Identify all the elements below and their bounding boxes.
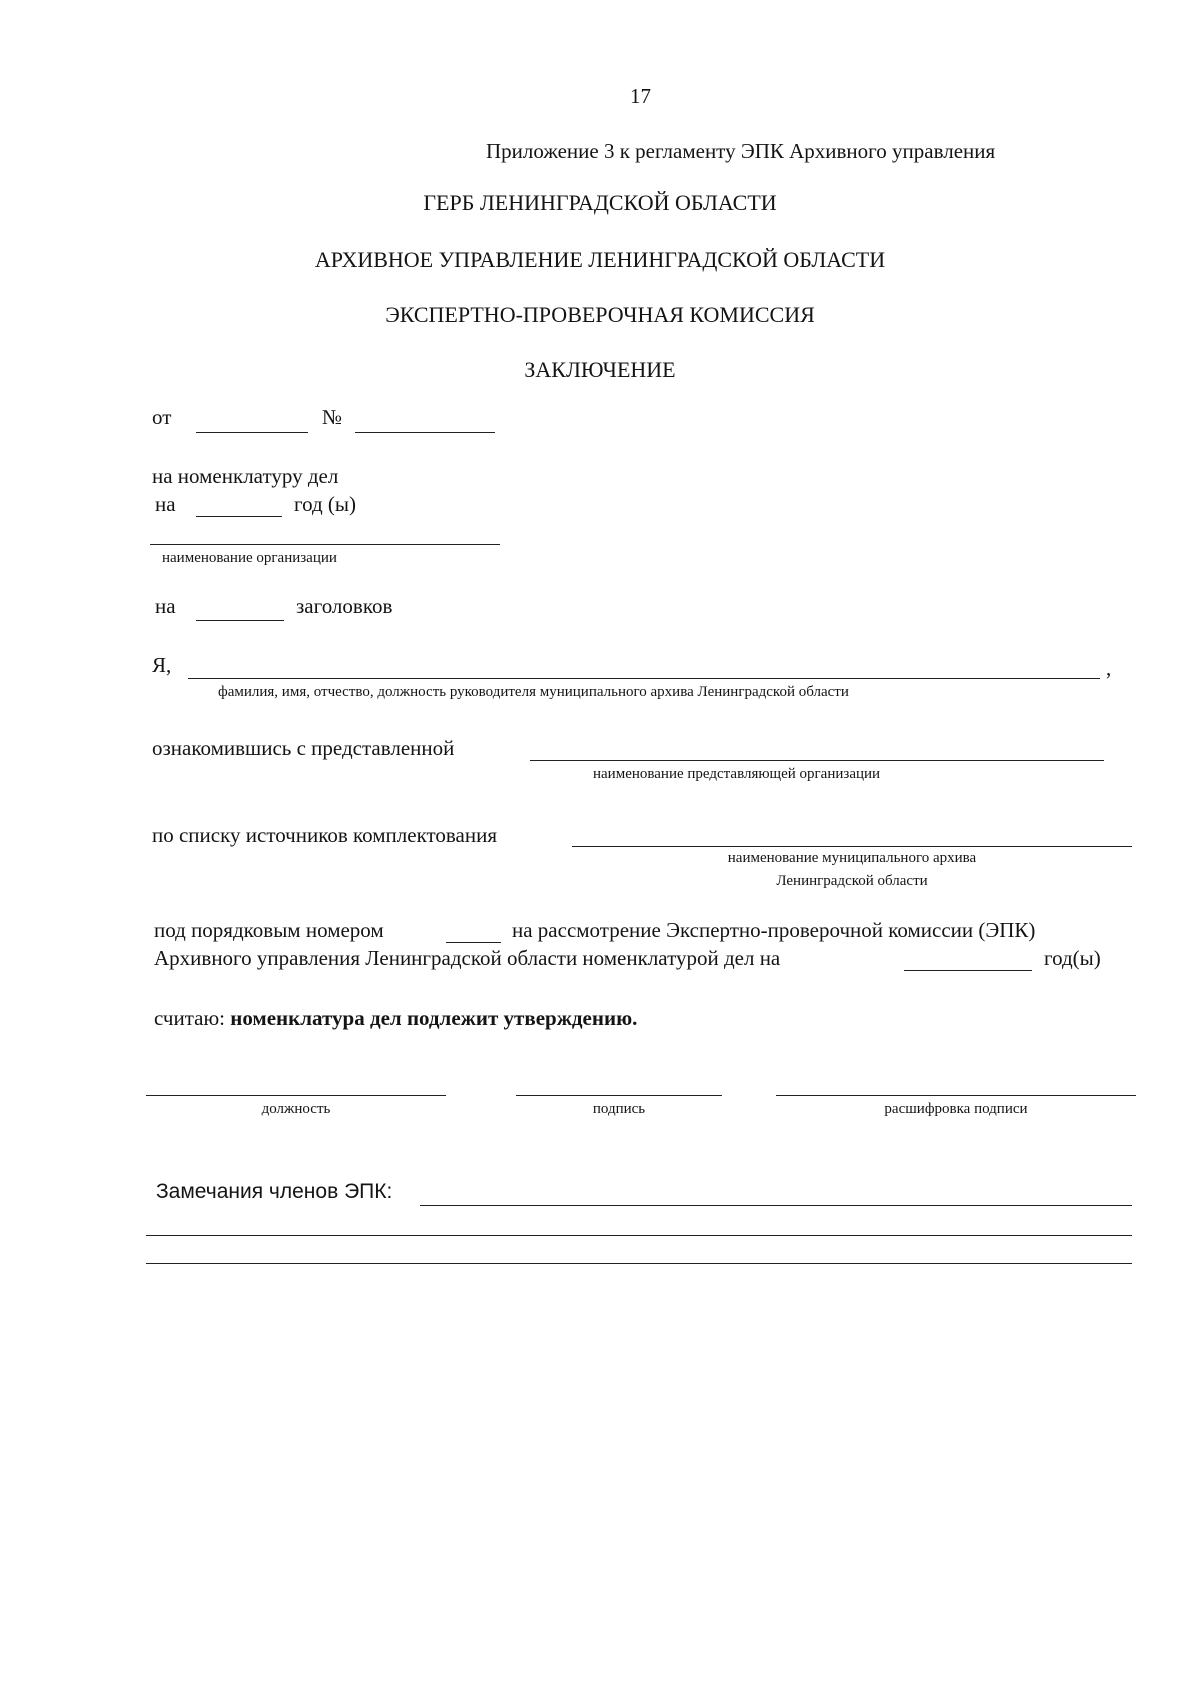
year-suffix: год (ы) bbox=[294, 492, 357, 516]
annex-note: Приложение 3 к регламенту ЭПК Архивного управления bbox=[486, 139, 996, 163]
ordinal-suffix: на рассмотрение Экспертно-проверочной комиссии (ЭПК) bbox=[512, 918, 1036, 942]
person-prefix: Я, bbox=[152, 653, 172, 677]
signature-decoding-field[interactable] bbox=[776, 1095, 1136, 1096]
municipal-archive-field[interactable] bbox=[572, 846, 1132, 847]
date-field[interactable] bbox=[196, 432, 308, 433]
conclusion-prefix: считаю: bbox=[154, 1006, 225, 1030]
review-year-field[interactable] bbox=[904, 970, 1032, 971]
conclusion-statement bbox=[154, 1006, 637, 1031]
position-field[interactable] bbox=[146, 1095, 446, 1096]
sources-list-label: по списку источников комплектования bbox=[152, 823, 498, 847]
document-title: ЗАКЛЮЧЕНИЕ bbox=[524, 357, 676, 382]
year-field[interactable] bbox=[196, 516, 282, 517]
commission-heading: ЭКСПЕРТНО-ПРОВЕРОЧНАЯ КОМИССИЯ bbox=[385, 302, 815, 327]
headings-prefix: на bbox=[155, 594, 176, 618]
person-suffix: , bbox=[1106, 656, 1112, 680]
organization-field[interactable] bbox=[150, 544, 500, 545]
municipal-archive-caption-2: Ленинградской области bbox=[776, 873, 928, 889]
remarks-label: Замечания членов ЭПК: bbox=[156, 1180, 393, 1203]
date-from-label: от bbox=[152, 405, 172, 429]
signature-decoding-caption: расшифровка подписи bbox=[884, 1101, 1028, 1117]
person-caption: фамилия, имя, отчество, должность руководителя муниципального архива Ленинградской области bbox=[218, 684, 849, 700]
municipal-archive-caption-1: наименование муниципального архива bbox=[727, 850, 977, 866]
remarks-field-2[interactable] bbox=[146, 1235, 1132, 1236]
ordinal-prefix: под порядковым номером bbox=[154, 918, 384, 942]
position-caption: должность bbox=[261, 1101, 331, 1117]
organization-caption: наименование организации bbox=[162, 550, 337, 566]
nomenclature-line: на номенклатуру дел bbox=[152, 464, 339, 488]
headings-suffix: заголовков bbox=[296, 594, 393, 618]
authority-heading: АРХИВНОЕ УПРАВЛЕНИЕ ЛЕНИНГРАДСКОЙ ОБЛАСТИ bbox=[314, 247, 886, 272]
presenting-organization-field[interactable] bbox=[530, 760, 1104, 761]
remarks-field-3[interactable] bbox=[146, 1263, 1132, 1264]
coat-of-arms-heading: ГЕРБ ЛЕНИНГРАДСКОЙ ОБЛАСТИ bbox=[423, 190, 777, 215]
review-year-prefix: Архивного управления Ленинградской области номенклатурой дел на bbox=[154, 946, 781, 970]
familiarized-label: ознакомившись с представленной bbox=[152, 736, 455, 760]
remarks-field-1[interactable] bbox=[420, 1205, 1132, 1206]
signature-caption: подпись bbox=[592, 1101, 646, 1117]
review-year-suffix: год(ы) bbox=[1044, 946, 1101, 970]
page-number: 17 bbox=[630, 84, 651, 108]
presenting-organization-caption: наименование представляющей организации bbox=[593, 766, 881, 782]
number-field[interactable] bbox=[355, 432, 495, 433]
person-field[interactable] bbox=[188, 678, 1100, 679]
signature-field[interactable] bbox=[516, 1095, 722, 1096]
ordinal-number-field[interactable] bbox=[446, 942, 501, 943]
conclusion-bold: номенклатура дел подлежит утверждению. bbox=[230, 1006, 638, 1030]
number-label: № bbox=[322, 405, 343, 429]
headings-count-field[interactable] bbox=[196, 620, 284, 621]
year-prefix: на bbox=[155, 492, 176, 516]
